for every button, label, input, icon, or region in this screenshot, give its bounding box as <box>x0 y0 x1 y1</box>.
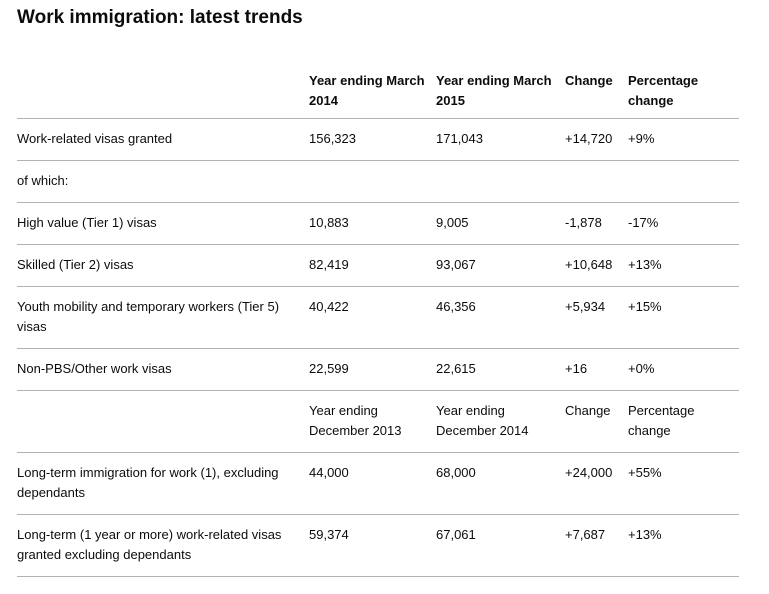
cell-value: 46,356 <box>436 299 476 314</box>
cell-value: +55% <box>628 465 662 480</box>
table-row-non-pbs-other <box>17 349 739 391</box>
cell-value <box>628 161 739 203</box>
table-row-youth-mobility-tier5 <box>17 287 739 349</box>
cell-value: 68,000 <box>436 465 476 480</box>
col-header-empty <box>17 29 309 119</box>
col-header-percentage-change: Percentage change <box>628 73 699 108</box>
cell-value <box>309 161 436 203</box>
cell-value <box>436 161 565 203</box>
table-row-long-term-work-related-visas <box>17 515 739 577</box>
table-row-of-which <box>17 161 739 203</box>
table-header-row <box>17 29 739 119</box>
table-subheader-row <box>17 391 739 453</box>
cell-value: +7,687 <box>565 527 606 542</box>
cell-value: 171,043 <box>436 131 483 146</box>
row-label: Youth mobility and temporary workers (Tier 5) visas <box>17 299 280 334</box>
cell-value: 59,374 <box>309 527 349 542</box>
cell-value <box>565 161 628 203</box>
cell-value: +9% <box>628 131 655 146</box>
cell-value: +16 <box>565 361 588 376</box>
table-row-high-value-tier1 <box>17 203 739 245</box>
cell-value: 40,422 <box>309 299 349 314</box>
table-row-long-term-immigration-work <box>17 453 739 515</box>
table-row-skilled-tier2 <box>17 245 739 287</box>
col-header-year-ending-march-2015: Year ending March 2015 <box>436 73 552 108</box>
cell-value: +5,934 <box>565 299 606 314</box>
cell-value: -1,878 <box>565 215 602 230</box>
col-header-year-ending-march-2014: Year ending March 2014 <box>309 73 425 108</box>
subheader-year-ending-december-2014: Year ending December 2014 <box>436 403 529 438</box>
cell-value: -17% <box>628 215 659 230</box>
row-label: of which: <box>17 173 69 188</box>
cell-value: 93,067 <box>436 257 476 272</box>
row-label: Work-related visas granted <box>17 131 173 146</box>
cell-value: 9,005 <box>436 215 469 230</box>
cell-value: 22,615 <box>436 361 476 376</box>
cell-value: +13% <box>628 527 662 542</box>
cell-value: +24,000 <box>565 465 613 480</box>
cell-value: +0% <box>628 361 655 376</box>
subheader-percentage-change: Percentage change <box>628 403 695 438</box>
row-label: Non-PBS/Other work visas <box>17 361 172 376</box>
subheader-year-ending-december-2013: Year ending December 2013 <box>309 403 402 438</box>
col-header-change: Change <box>565 73 613 88</box>
cell-value: 156,323 <box>309 131 356 146</box>
row-label: Skilled (Tier 2) visas <box>17 257 134 272</box>
row-label: High value (Tier 1) visas <box>17 215 157 230</box>
cell-value: 82,419 <box>309 257 349 272</box>
cell-value: 10,883 <box>309 215 349 230</box>
row-label: Long-term (1 year or more) work-related visas granted excluding dependants <box>17 527 282 562</box>
cell-value: 67,061 <box>436 527 476 542</box>
cell-value: +14,720 <box>565 131 613 146</box>
table-row-work-related-visas <box>17 119 739 161</box>
cell-value: 22,599 <box>309 361 349 376</box>
cell-value: 44,000 <box>309 465 349 480</box>
cell-value: +10,648 <box>565 257 613 272</box>
subheader-change: Change <box>565 403 611 418</box>
row-label: Long-term immigration for work (1), excluding dependants <box>17 465 279 500</box>
cell-value: +13% <box>628 257 662 272</box>
cell-value: +15% <box>628 299 662 314</box>
page-title: Work immigration: latest trends <box>17 7 303 28</box>
subheader-empty <box>17 391 309 453</box>
work-immigration-table <box>17 29 739 577</box>
